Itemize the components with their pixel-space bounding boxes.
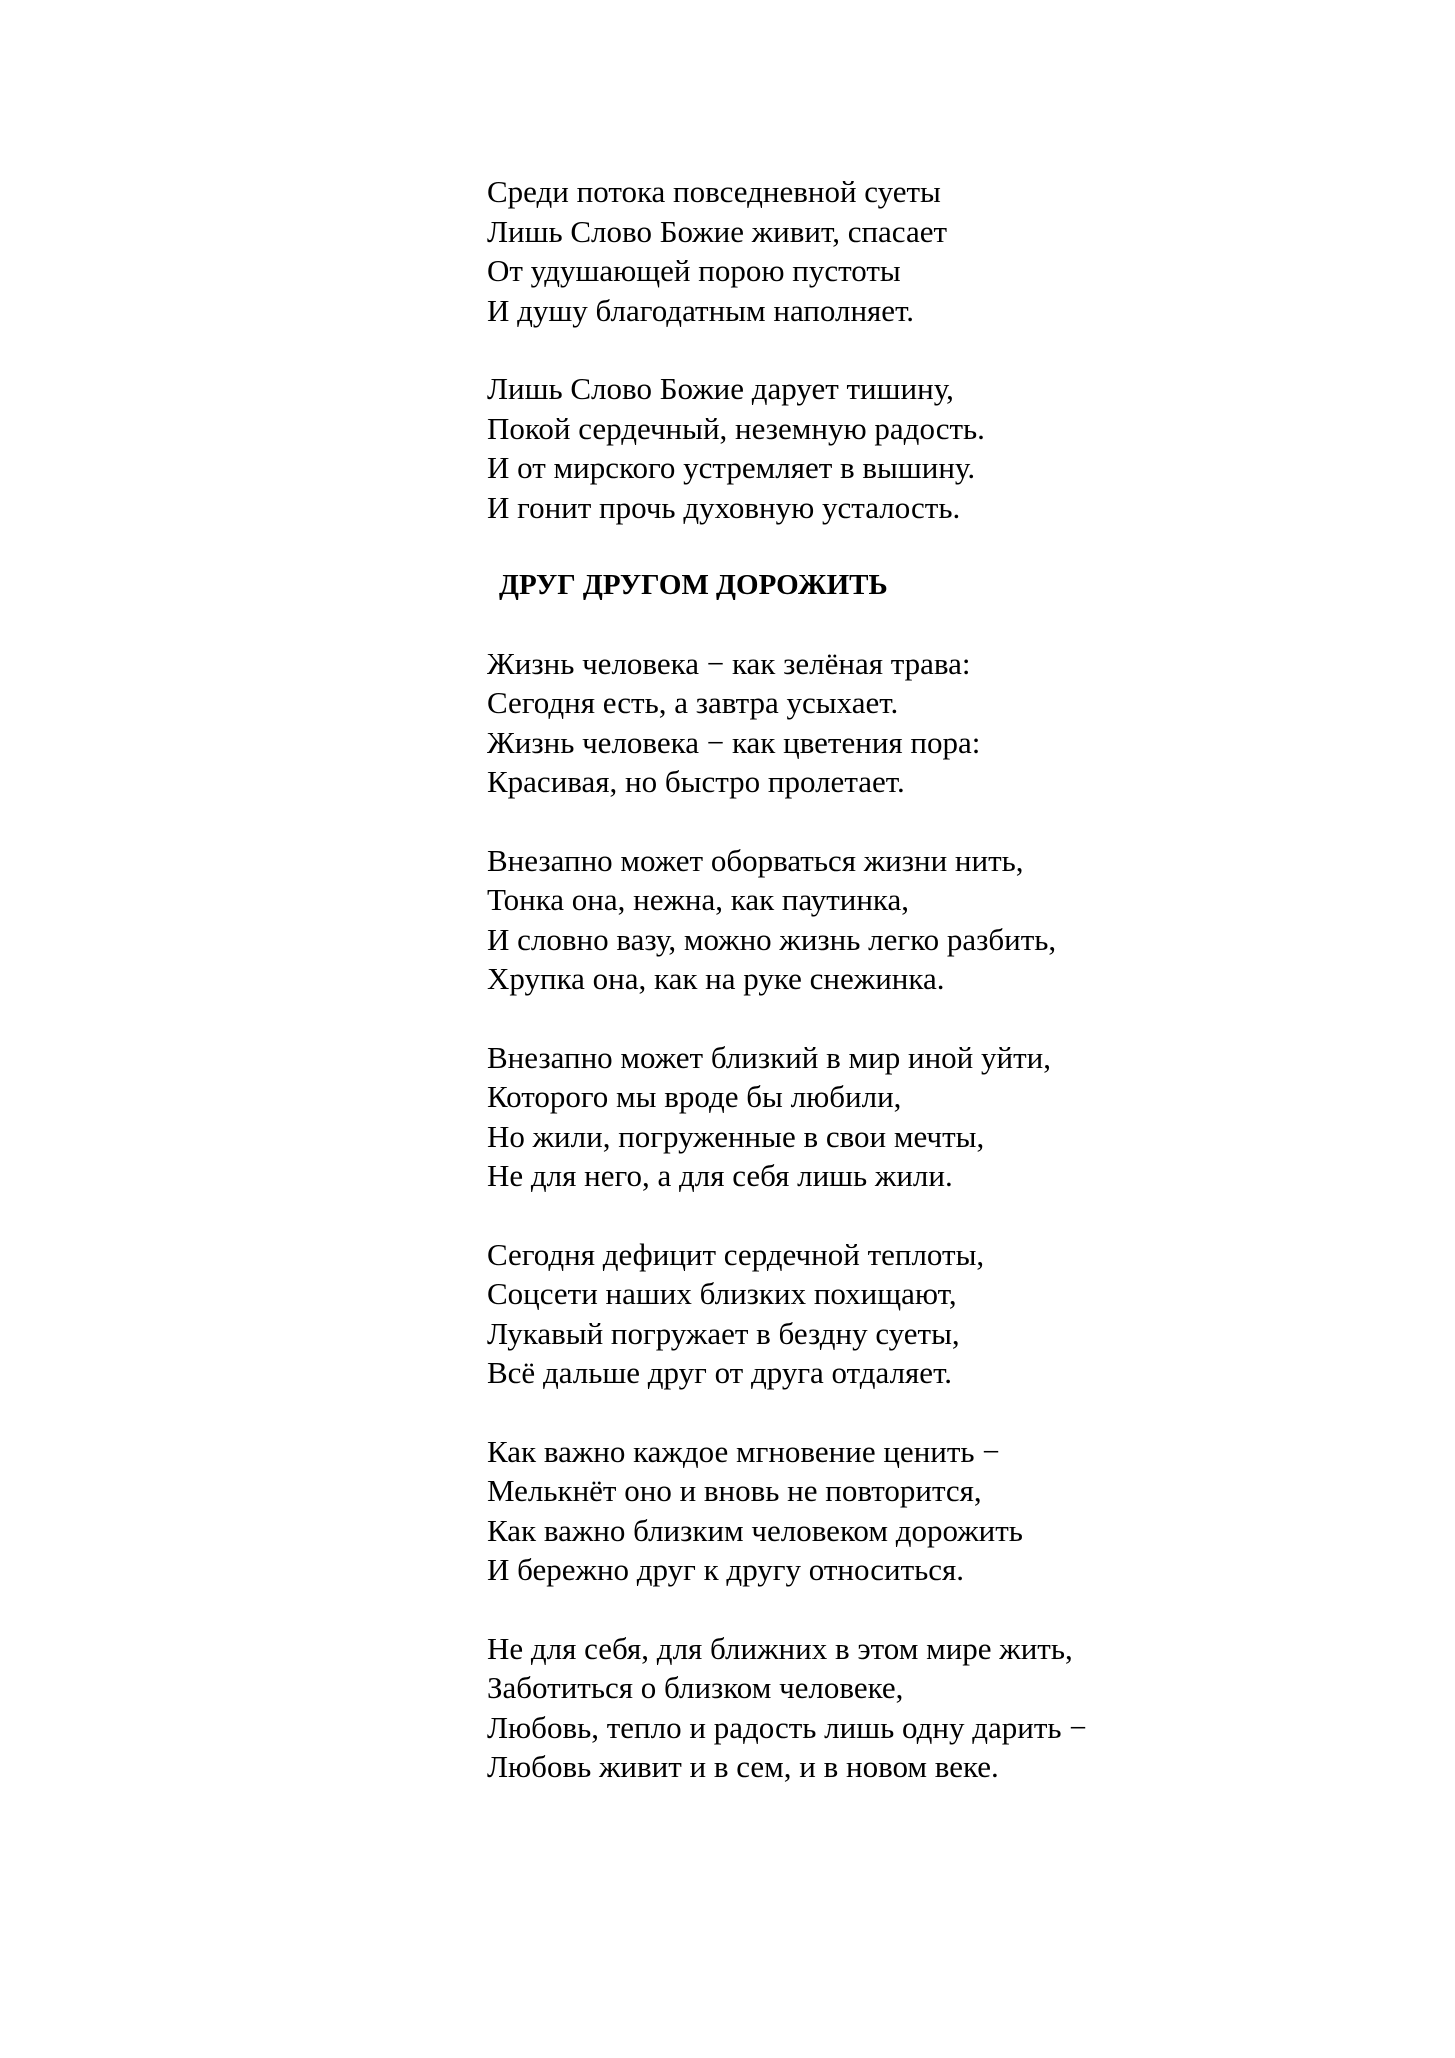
poem-line: И гонит прочь духовную усталость. <box>487 489 961 525</box>
poem-line: Которого мы вроде бы любили, <box>487 1079 902 1114</box>
poem-title: ДРУГ ДРУГОМ ДОРОЖИТЬ <box>499 569 888 601</box>
poem-line: Соцсети наших близких похищают, <box>487 1276 957 1311</box>
poem2-stanza-1 <box>487 644 1407 802</box>
poem-line: Как важно каждое мгновение ценить − <box>487 1433 1000 1469</box>
poem-line: Среди потока повседневной суеты <box>487 174 941 209</box>
text-column <box>487 172 1407 1826</box>
poem1-stanza-1 <box>487 172 1407 330</box>
poem-line: Внезапно может близкий в мир иной уйти, <box>487 1039 1051 1075</box>
poem-line: Лукавый погружает в бездну суеты, <box>487 1315 960 1351</box>
poem-line: И душу благодатным наполняет. <box>487 292 915 328</box>
poem-line: Любовь, тепло и радость лишь одну дарить − <box>487 1709 1087 1745</box>
poem-line: И бережно друг к другу относиться. <box>487 1552 965 1587</box>
poem-line: Хрупка она, как на руке снежинка. <box>487 961 945 996</box>
poem-line: Жизнь человека − как цветения пора: <box>487 724 981 760</box>
poem2-stanza-6 <box>487 1629 1407 1787</box>
poem2-stanza-2 <box>487 841 1407 999</box>
poem-line: Не для него, а для себя лишь жили. <box>487 1158 953 1193</box>
poem-line: Любовь живит и в сем, и в новом веке. <box>487 1749 999 1784</box>
poem-line: Как важно близким человеком дорожить <box>487 1512 1023 1548</box>
poem2-stanza-4 <box>487 1235 1407 1393</box>
poem-line: Не для себя, для ближних в этом мире жить, <box>487 1630 1073 1666</box>
poem-line: Тонка она, нежна, как паутинка, <box>487 882 910 917</box>
poem-line: Сегодня дефицит сердечной теплоты, <box>487 1236 985 1272</box>
poem-line: И от мирского устремляет в вышину. <box>487 450 976 485</box>
poem2-stanza-3 <box>487 1038 1407 1196</box>
poem-line: От удушающей порою пустоты <box>487 253 901 288</box>
poem-line: Сегодня есть, а завтра усыхает. <box>487 685 899 720</box>
poem-line: Красивая, но быстро пролетает. <box>487 764 905 799</box>
poem-line: Жизнь человека − как зелёная трава: <box>487 645 971 681</box>
poem-line: Мелькнёт оно и вновь не повторится, <box>487 1473 982 1508</box>
poem1-stanza-2 <box>487 369 1407 527</box>
poem-line: Лишь Слово Божие живит, спасает <box>487 213 948 249</box>
poem-line: Заботиться о близком человеке, <box>487 1670 904 1705</box>
poem-line: Лишь Слово Божие дарует тишину, <box>487 371 954 406</box>
poem-line: Покой сердечный, неземную радость. <box>487 410 985 446</box>
poem-line: Внезапно может оборваться жизни нить, <box>487 842 1024 878</box>
poem2-stanza-5 <box>487 1432 1407 1590</box>
poem-line: Всё дальше друг от друга отдаляет. <box>487 1355 953 1390</box>
poem-line: И словно вазу, можно жизнь легко разбить, <box>487 921 1057 957</box>
poem-line: Но жили, погруженные в свои мечты, <box>487 1118 985 1154</box>
